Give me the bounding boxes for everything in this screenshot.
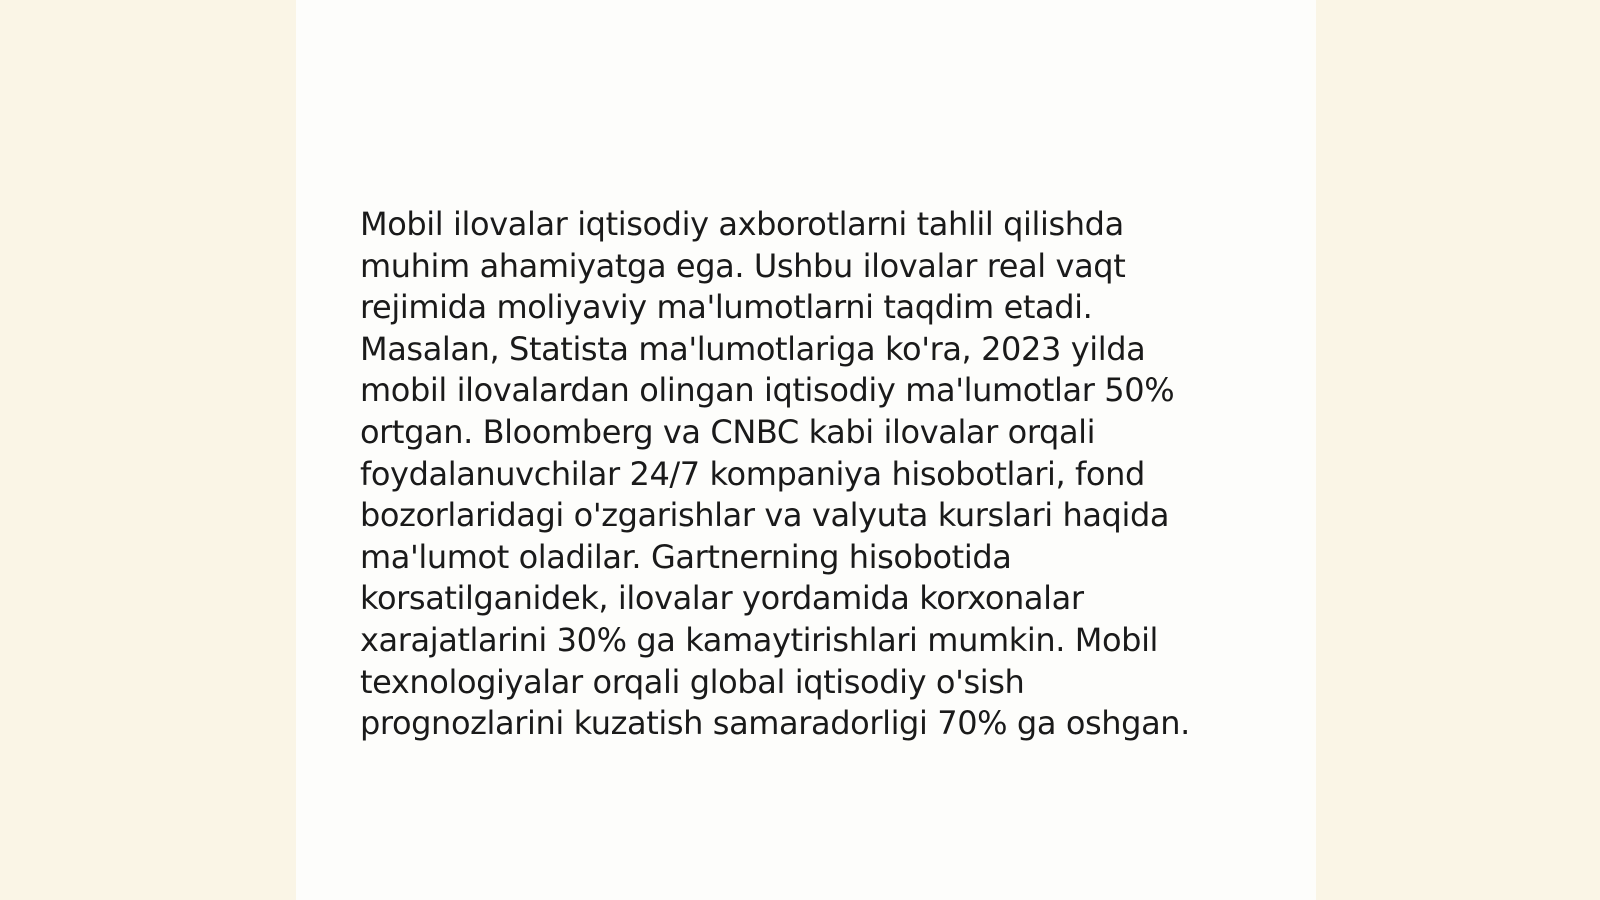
paragraph-line: bozorlaridagi o'zgarishlar va valyuta kurslari haqida bbox=[360, 496, 1170, 535]
right-background-panel bbox=[1316, 0, 1600, 900]
paragraph-line: rejimida moliyaviy ma'lumotlarni taqdim etadi. bbox=[360, 288, 1093, 327]
paragraph-line: prognozlarini kuzatish samaradorligi 70% ga oshgan. bbox=[360, 704, 1190, 743]
paragraph-line: ortgan. Bloomberg va CNBC kabi ilovalar orqali bbox=[360, 412, 1096, 451]
paragraph-line: foydalanuvchilar 24/7 kompaniya hisobotlari, fond bbox=[360, 454, 1145, 493]
paragraph-line: xarajatlarini 30% ga kamaytirishlari mumkin. Mobil bbox=[360, 620, 1159, 659]
paragraph-line: mobil ilovalardan olingan iqtisodiy ma'lumotlar 50% bbox=[360, 371, 1175, 410]
slide-page bbox=[296, 0, 1316, 900]
paragraph-line: Masalan, Statista ma'lumotlariga ko'ra, 2023 yilda bbox=[360, 329, 1146, 368]
paragraph-line: texnologiyalar orqali global iqtisodiy o'sish bbox=[360, 662, 1025, 701]
paragraph-line: Mobil ilovalar iqtisodiy axborotlarni tahlil qilishda bbox=[360, 205, 1124, 243]
paragraph-line: ma'lumot oladilar. Gartnerning hisobotida bbox=[360, 537, 1012, 576]
left-background-panel bbox=[0, 0, 296, 900]
paragraph-line: korsatilganidek, ilovalar yordamida korxonalar bbox=[360, 579, 1084, 618]
slide-body-paragraph bbox=[360, 204, 1260, 745]
paragraph-line: muhim ahamiyatga ega. Ushbu ilovalar real vaqt bbox=[360, 246, 1126, 285]
